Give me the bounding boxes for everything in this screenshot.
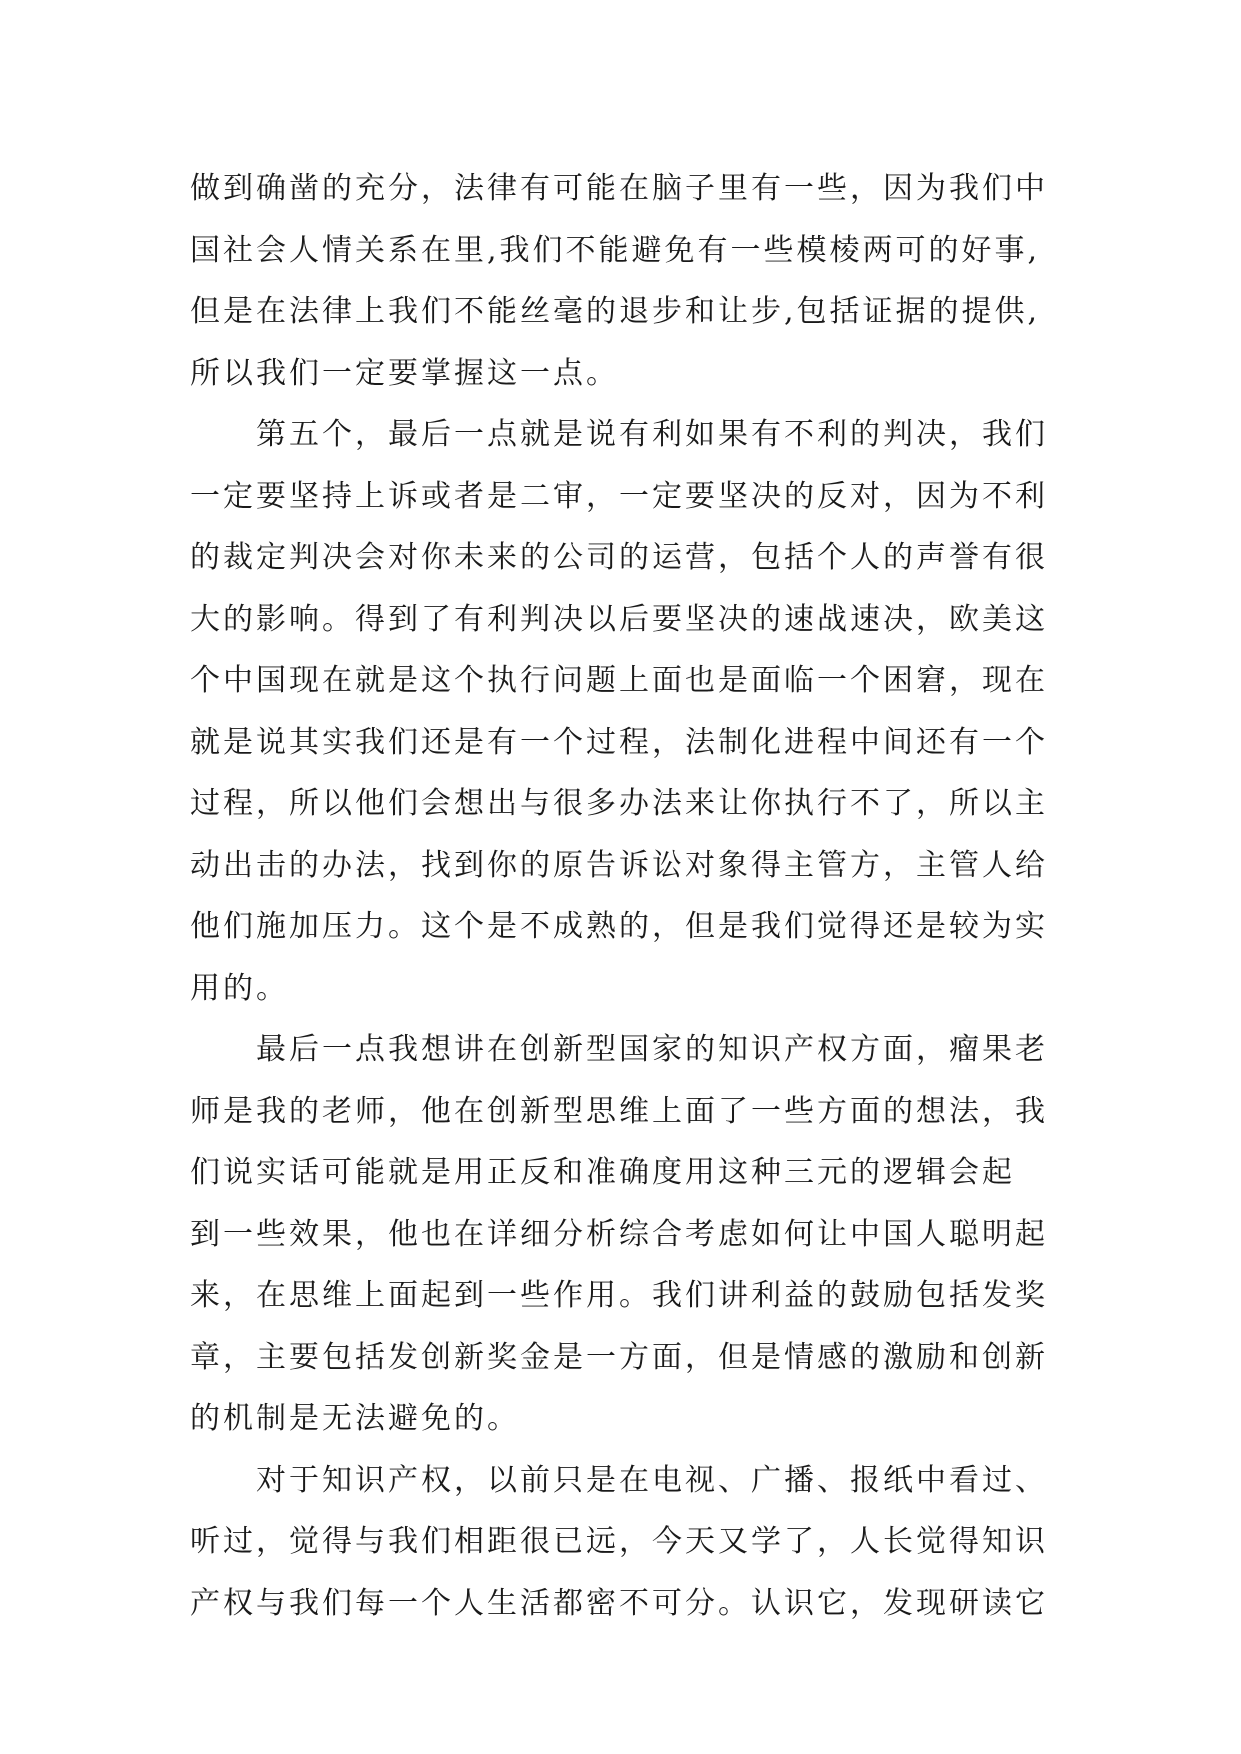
- paragraph-first-line: 对于知识产权，以前只是在电视、广播、报纸中看过、: [256, 1462, 1048, 1498]
- text-line: 一定要坚持上诉或者是二审，一定要坚决的反对，因为不利: [190, 478, 1048, 514]
- text-line: 国社会人情关系在里,我们不能避免有一些模棱两可的好事,: [190, 232, 1041, 268]
- text-line: 的裁定判决会对你未来的公司的运营，包括个人的声誉有很: [190, 540, 1048, 575]
- text-line: 听过，觉得与我们相距很已远，今天又学了，人长觉得知识: [190, 1524, 1048, 1559]
- text-line: 他们施加压力。这个是不成熟的，但是我们觉得还是较为实: [190, 909, 1048, 944]
- text-line: 产权与我们每一个人生活都密不可分。认识它，发现研读它: [190, 1585, 1048, 1621]
- text-line: 师是我的老师，他在创新型思维上面了一些方面的想法，我: [190, 1093, 1048, 1129]
- text-line: 们说实话可能就是用正反和准确度用这种三元的逻辑会起: [190, 1155, 1015, 1190]
- text-line: 到一些效果，他也在详细分析综合考虑如何让中国人聪明起: [190, 1216, 1048, 1252]
- text-line: 个中国现在就是这个执行问题上面也是面临一个困窘，现在: [190, 663, 1048, 698]
- paragraph-first-line: 最后一点我想讲在创新型国家的知识产权方面，瘤果老: [256, 1032, 1048, 1067]
- text-line: 过程，所以他们会想出与很多办法来让你执行不了，所以主: [190, 786, 1048, 821]
- text-line: 来，在思维上面起到一些作用。我们讲利益的鼓励包括发奖: [190, 1278, 1048, 1313]
- text-line: 用的。: [190, 970, 289, 1006]
- body-text: [190, 158, 1090, 1634]
- text-line: 动出击的办法，找到你的原告诉讼对象得主管方，主管人给: [190, 847, 1048, 883]
- text-line: 所以我们一定要掌握这一点。: [190, 355, 619, 391]
- paragraph-first-line: 第五个，最后一点就是说有利如果有不利的判决，我们: [256, 417, 1048, 452]
- text-line: 的机制是无法避免的。: [190, 1401, 520, 1436]
- text-line: 大的影响。得到了有利判决以后要坚决的速战速决，欧美这: [190, 601, 1048, 637]
- text-line: 做到确凿的充分，法律有可能在脑子里有一些，因为我们中: [190, 171, 1048, 206]
- text-line: 但是在法律上我们不能丝毫的退步和让步,包括证据的提供,: [190, 294, 1041, 329]
- text-line: 章，主要包括发创新奖金是一方面，但是情感的激励和创新: [190, 1339, 1048, 1375]
- text-line: 就是说其实我们还是有一个过程，法制化进程中间还有一个: [190, 724, 1048, 760]
